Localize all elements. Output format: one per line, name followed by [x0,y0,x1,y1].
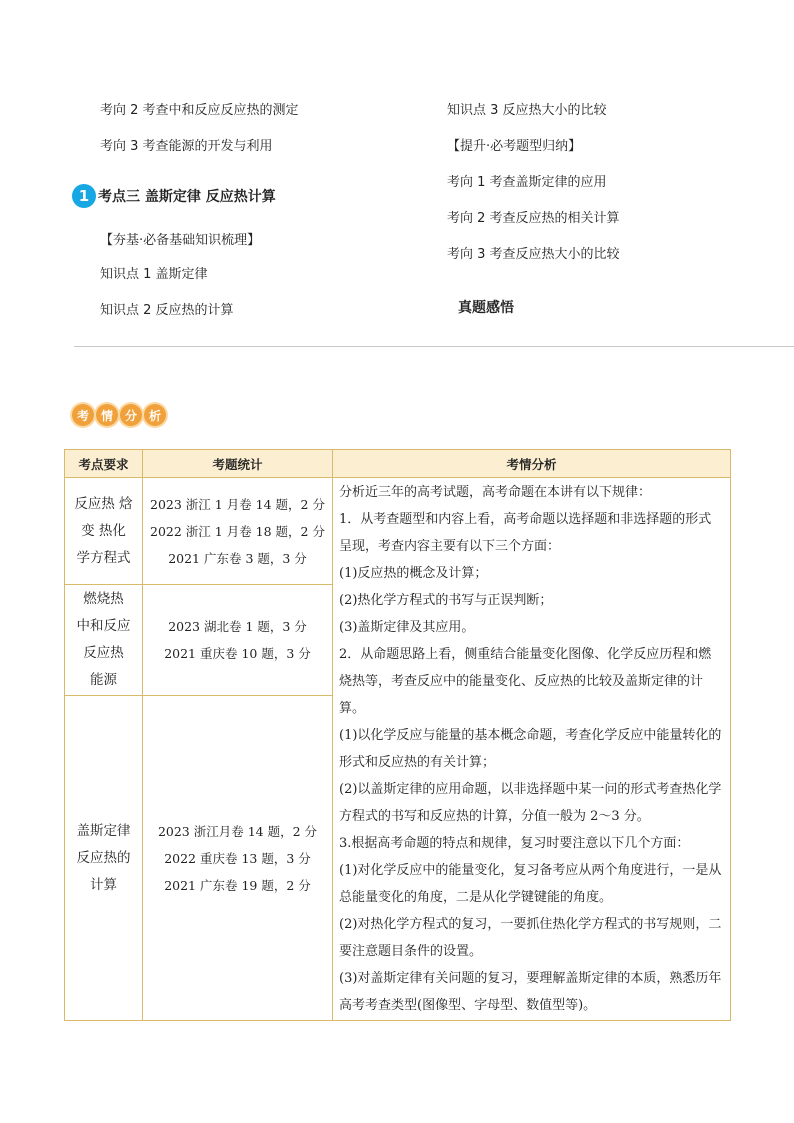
toc-item-improve[interactable]: 【提升·必考题型归纳】 [447,139,582,154]
table-row [65,478,731,585]
toc-item-knowledge-2[interactable]: 知识点 2 反应热的计算 [100,303,234,318]
badge-char: 析 [144,404,166,426]
section-divider [74,346,794,347]
toc-item-direction-1b[interactable]: 考向 1 考查盖斯定律的应用 [447,175,607,190]
table-header-row [65,450,731,478]
badge-char: 情 [96,404,118,426]
toc-item-knowledge-1[interactable]: 知识点 1 盖斯定律 [100,267,208,282]
toc-item-direction-2[interactable]: 考向 2 考查中和反应反应热的测定 [100,103,299,118]
toc-item-basics[interactable]: 【夯基·必备基础知识梳理】 [100,233,261,248]
header-requirement: 考点要求 [65,450,143,478]
exam-analysis-table [64,449,731,1021]
analysis-badge [72,404,166,426]
toc-item-direction-2b[interactable]: 考向 2 考查反应热的相关计算 [447,211,620,226]
analysis-cell: 分析近三年的高考试题，高考命题在本讲有以下规律： 1．从考查题型和内容上看，高考命题以选择题和非选择题的形式呈现，考查内容主要有以下三个方面： (1)反应热的概念及计算； (2)热化学方程式的书写与正误判断； (3)盖斯定律及其应用。 2．从命题思路上看，侧重结合能量变化图像、化学反应历程和燃烧热等，考查反应中的能量变化、反应热的比较及盖斯定律的计算。 (1)以化学反应与能量的基本概念命题，考查化学反应中能量转化的形式和反应热的有关计算； (2)以盖斯定律的应用命题，以非选择题中某一问的形式考查热化学方程式的书写和反应热的计算，分值一般为 2～3 分。 3.根据高考命题的特点和规律，复习时要注意以下几个方面： (1)对化学反应中的能量变化，复习备考应从两个角度进行，一是从总能量变化的角度，二是从化学键键能的角度。 (2)对热化学方程式的复习，一要抓住热化学方程式的书写规则，二要注意题目条件的设置。 (3)对盖斯定律有关问题的复习，要理解盖斯定律的本质，熟悉历年高考考查类型(图像型、字母型、数值型等)。 [333,478,731,1021]
badge-char: 分 [120,404,142,426]
requirement-cell: 盖斯定律 反应热的 计算 [65,696,143,1021]
header-analysis: 考情分析 [333,450,731,478]
badge-char: 考 [72,404,94,426]
section-number-icon: 1 [72,184,96,208]
toc-item-direction-3[interactable]: 考向 3 考查能源的开发与利用 [100,139,273,154]
toc-item-real-questions[interactable]: 真题感悟 [458,300,514,316]
requirement-cell: 反应热 焓 变 热化 学方程式 [65,478,143,585]
statistics-cell: 2023 湖北卷 1 题，3 分 2021 重庆卷 10 题，3 分 [143,585,333,696]
statistics-cell: 2023 浙江 1 月卷 14 题，2 分 2022 浙江 1 月卷 18 题，2 分 2021 广东卷 3 题，3 分 [143,478,333,585]
header-statistics: 考题统计 [143,450,333,478]
section-title: 考点三 盖斯定律 反应热计算 [98,189,276,205]
statistics-cell: 2023 浙江月卷 14 题，2 分 2022 重庆卷 13 题，3 分 2021 广东卷 19 题，2 分 [143,696,333,1021]
section-heading[interactable] [72,184,276,208]
toc-item-knowledge-3[interactable]: 知识点 3 反应热大小的比较 [447,103,607,118]
toc-item-direction-3b[interactable]: 考向 3 考查反应热大小的比较 [447,247,620,262]
requirement-cell: 燃烧热 中和反应 反应热 能源 [65,585,143,696]
